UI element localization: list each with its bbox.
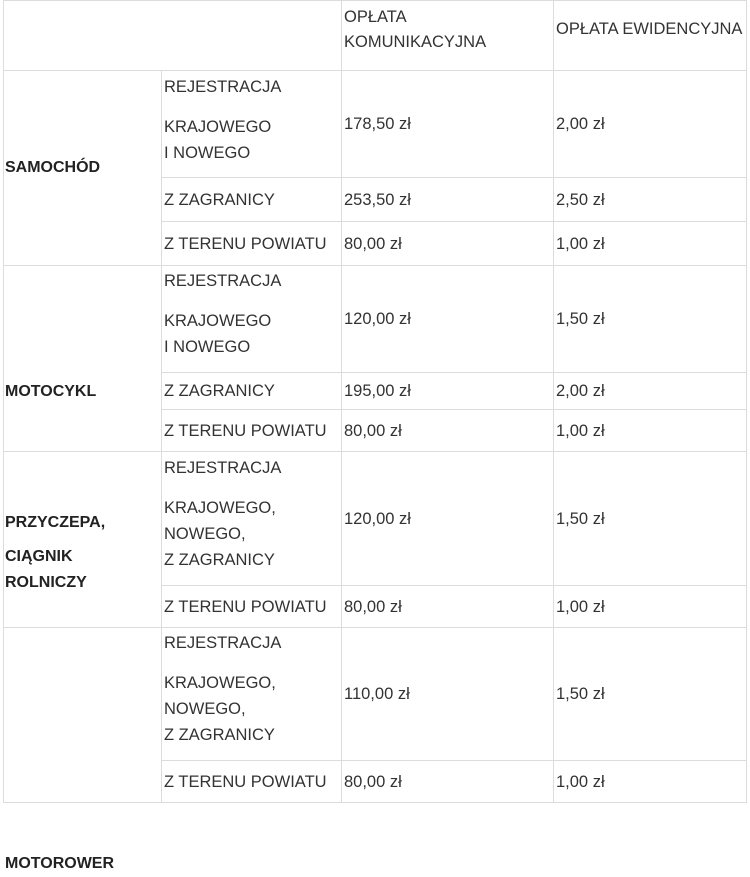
grid-line-top	[3, 0, 747, 1]
fee-registration-value: 1,00 zł	[556, 772, 605, 791]
row-label-abroad: Z ZAGRANICY	[164, 382, 275, 400]
header-fee-communication	[344, 5, 486, 55]
fee-communication-value: 80,00 zł	[344, 421, 402, 440]
registration-detail-line: KRAJOWEGO	[164, 118, 272, 136]
row-label-registration	[164, 455, 281, 573]
row-label-registration	[164, 74, 281, 166]
grid-line-vehicle	[161, 70, 162, 803]
fee-registration-value: 1,50 zł	[556, 685, 605, 703]
vehicle-label: MOTOROWER	[5, 855, 115, 872]
fee-communication-value: 178,50 zł	[344, 115, 411, 133]
fee-registration-value: 2,00 zł	[556, 115, 605, 133]
row-label-abroad: Z ZAGRANICY	[164, 190, 275, 209]
fee-communication-value: 195,00 zł	[344, 382, 411, 400]
row-label-registration	[164, 630, 281, 748]
fee-registration-value: 1,50 zł	[556, 509, 605, 528]
registration-detail	[164, 670, 281, 748]
registration-heading: REJESTRACJA	[164, 78, 282, 96]
row-label-district: Z TERENU POWIATU	[164, 234, 327, 253]
registration-detail	[164, 495, 281, 573]
fee-registration-value: 1,00 zł	[556, 234, 605, 253]
row-label-district: Z TERENU POWIATU	[164, 421, 327, 440]
registration-detail-line: I NOWEGO	[164, 144, 251, 162]
registration-detail-line: I NOWEGO	[164, 338, 251, 356]
fee-communication-value: 253,50 zł	[344, 190, 411, 209]
registration-heading: REJESTRACJA	[164, 634, 282, 652]
row-label-registration	[164, 268, 281, 360]
vehicle-motorower	[5, 628, 161, 872]
registration-detail-line: Z ZAGRANICY	[164, 726, 275, 744]
vehicle-samochod	[5, 71, 161, 265]
vehicle-label: MOTOCYKL	[5, 382, 97, 400]
registration-detail-line: KRAJOWEGO,	[164, 674, 276, 692]
grid-line-fee	[553, 0, 554, 803]
header-fee-communication-line: KOMUNIKACYJNA	[344, 33, 487, 51]
vehicle-przyczepa-ciagnik	[5, 510, 105, 596]
header-fee-communication-line: OPŁATA	[344, 8, 407, 26]
fee-communication-value: 110,00 zł	[344, 685, 410, 703]
registration-detail-line: KRAJOWEGO	[164, 312, 272, 330]
grid-line-label	[341, 0, 342, 803]
header-fee-registration: OPŁATA EWIDENCYJNA	[556, 20, 743, 38]
registration-detail-line: NOWEGO,	[164, 525, 246, 543]
fee-communication-value: 80,00 zł	[344, 234, 402, 253]
registration-detail-line: Z ZAGRANICY	[164, 551, 275, 569]
fee-registration-value: 1,00 zł	[556, 421, 605, 440]
fee-registration-value: 1,00 zł	[556, 597, 605, 616]
registration-heading: REJESTRACJA	[164, 272, 282, 290]
row-label-district: Z TERENU POWIATU	[164, 597, 327, 616]
vehicle-label: PRZYCZEPA,	[5, 514, 106, 531]
vehicle-label: CIĄGNIK	[5, 548, 73, 565]
registration-detail-line: NOWEGO,	[164, 700, 246, 718]
vehicle-label: ROLNICZY	[5, 574, 87, 591]
registration-detail	[164, 308, 281, 360]
vehicle-label: SAMOCHÓD	[5, 159, 101, 176]
fee-communication-value: 120,00 zł	[344, 509, 411, 528]
fee-communication-value: 80,00 zł	[344, 597, 402, 616]
fee-communication-value: 80,00 zł	[344, 772, 402, 791]
grid-line-right	[746, 0, 747, 803]
fee-registration-value: 2,50 zł	[556, 190, 605, 209]
vehicle-motocykl	[5, 266, 161, 451]
registration-detail	[164, 114, 281, 166]
fee-registration-value: 1,50 zł	[556, 310, 605, 328]
fee-registration-value: 2,00 zł	[556, 382, 605, 400]
registration-detail-line: KRAJOWEGO,	[164, 499, 276, 517]
row-label-district: Z TERENU POWIATU	[164, 772, 327, 791]
grid-line-left	[3, 0, 4, 803]
registration-heading: REJESTRACJA	[164, 459, 282, 477]
fee-communication-value: 120,00 zł	[344, 310, 411, 328]
